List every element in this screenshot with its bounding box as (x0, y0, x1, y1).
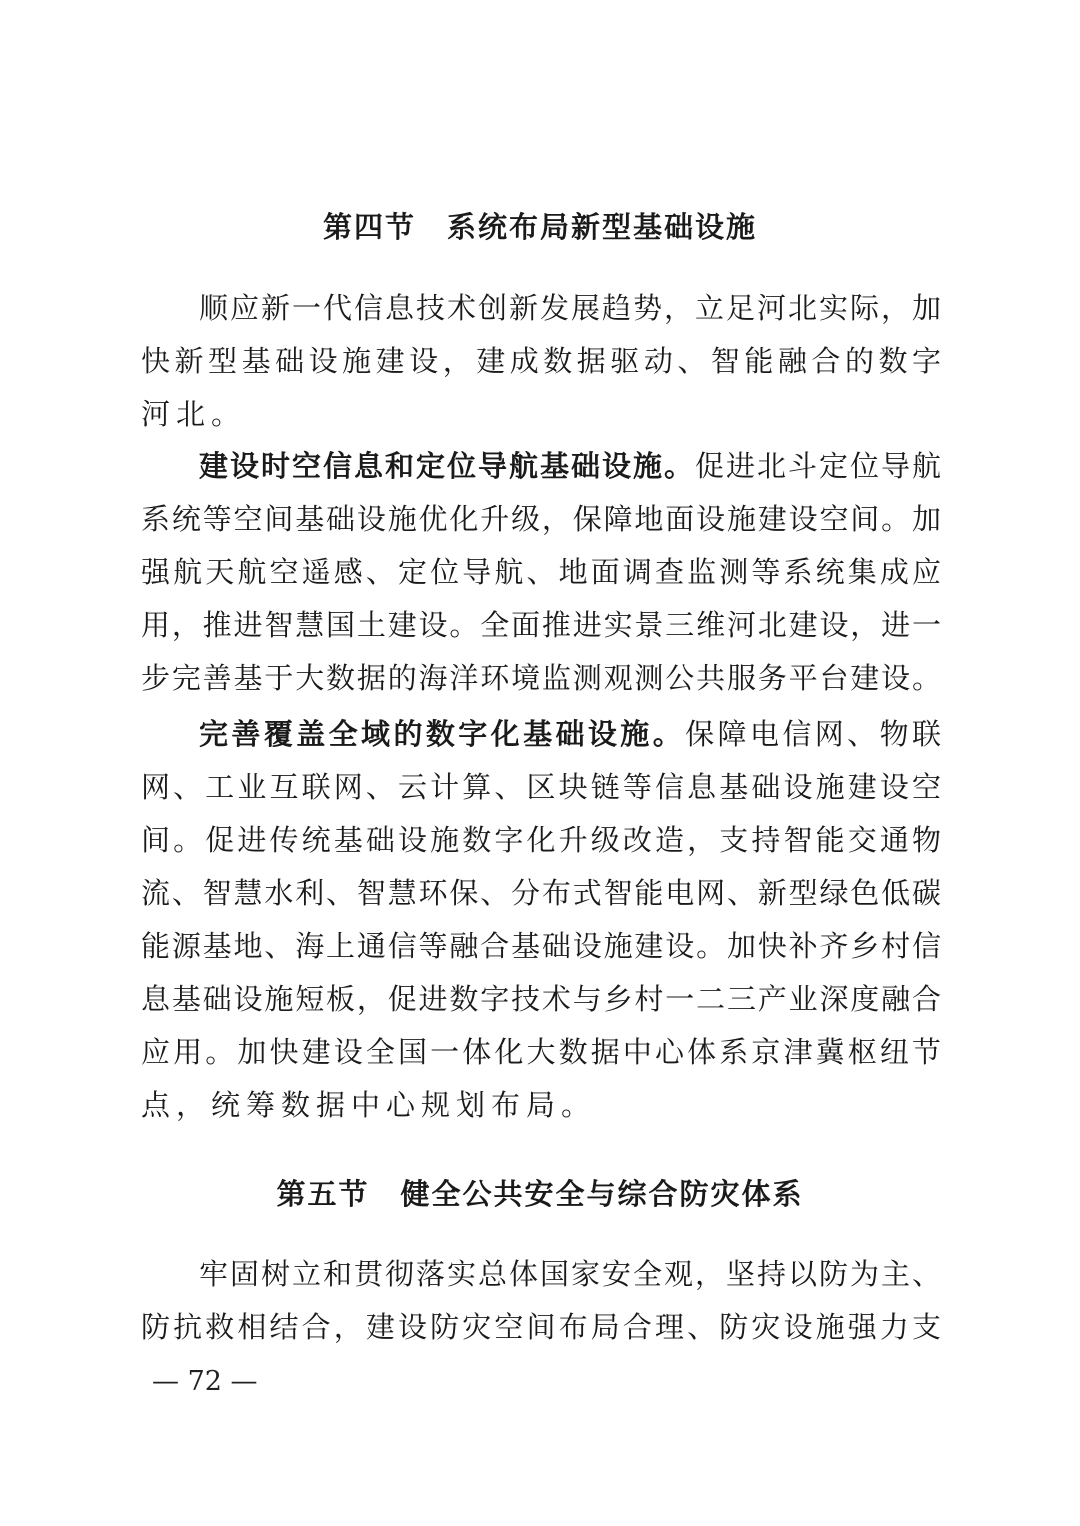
paragraph-line: 步完善基于大数据的海洋环境监测观测公共服务平台建设。 (141, 661, 941, 695)
paragraph-line: 牢固树立和贯彻落实总体国家安全观，坚持以防为主、 (199, 1257, 941, 1291)
paragraph-spatial-infrastructure (141, 440, 941, 705)
paragraph-lead: 完善覆盖全域的数字化基础设施。 (199, 717, 686, 751)
paragraph-line: 间。促进传统基础设施数字化升级改造，支持智能交通物 (141, 823, 941, 857)
paragraph-line-rest: 促进北斗定位导航 (694, 449, 941, 483)
paragraph-line: 防抗救相结合，建设防灾空间布局合理、防灾设施强力支 (141, 1310, 941, 1344)
paragraph-line: 强航天航空遥感、定位导航、地面调查监测等系统集成应 (141, 555, 941, 589)
paragraph-lead: 建设时空信息和定位导航基础设施。 (199, 449, 695, 483)
paragraph-line: 系统等空间基础设施优化升级，保障地面设施建设空间。加 (141, 502, 941, 536)
paragraph-line: 网、工业互联网、云计算、区块链等信息基础设施建设空 (141, 770, 941, 804)
paragraph-line-rest: 保障电信网、物联 (685, 717, 941, 751)
paragraph-line: 点，统筹数据中心规划布局。 (141, 1088, 597, 1122)
paragraph-line: 顺应新一代信息技术创新发展趋势，立足河北实际，加 (199, 291, 941, 325)
paragraph-digital-infrastructure (141, 708, 941, 1132)
section-heading-5: 第五节 健全公共安全与综合防灾体系 (276, 1177, 804, 1211)
page-number: — 72 — (152, 1366, 258, 1397)
section-heading-4: 第四节 系统布局新型基础设施 (322, 210, 757, 244)
paragraph-intro (141, 282, 941, 441)
paragraph-line (141, 440, 941, 493)
paragraph-line (141, 708, 941, 761)
paragraph-line: 能源基地、海上通信等融合基础设施建设。加快补齐乡村信 (141, 929, 941, 963)
paragraph-line: 快新型基础设施建设，建成数据驱动、智能融合的数字 (141, 344, 941, 378)
paragraph-line: 流、智慧水利、智慧环保、分布式智能电网、新型绿色低碳 (141, 876, 941, 910)
paragraph-line: 息基础设施短板，促进数字技术与乡村一二三产业深度融合 (141, 982, 941, 1016)
paragraph-security-intro (141, 1248, 941, 1354)
paragraph-line: 河北。 (141, 397, 247, 431)
paragraph-line: 应用。加快建设全国一体化大数据中心体系京津冀枢纽节 (141, 1035, 941, 1069)
paragraph-line: 用，推进智慧国土建设。全面推进实景三维河北建设，进一 (141, 608, 941, 642)
